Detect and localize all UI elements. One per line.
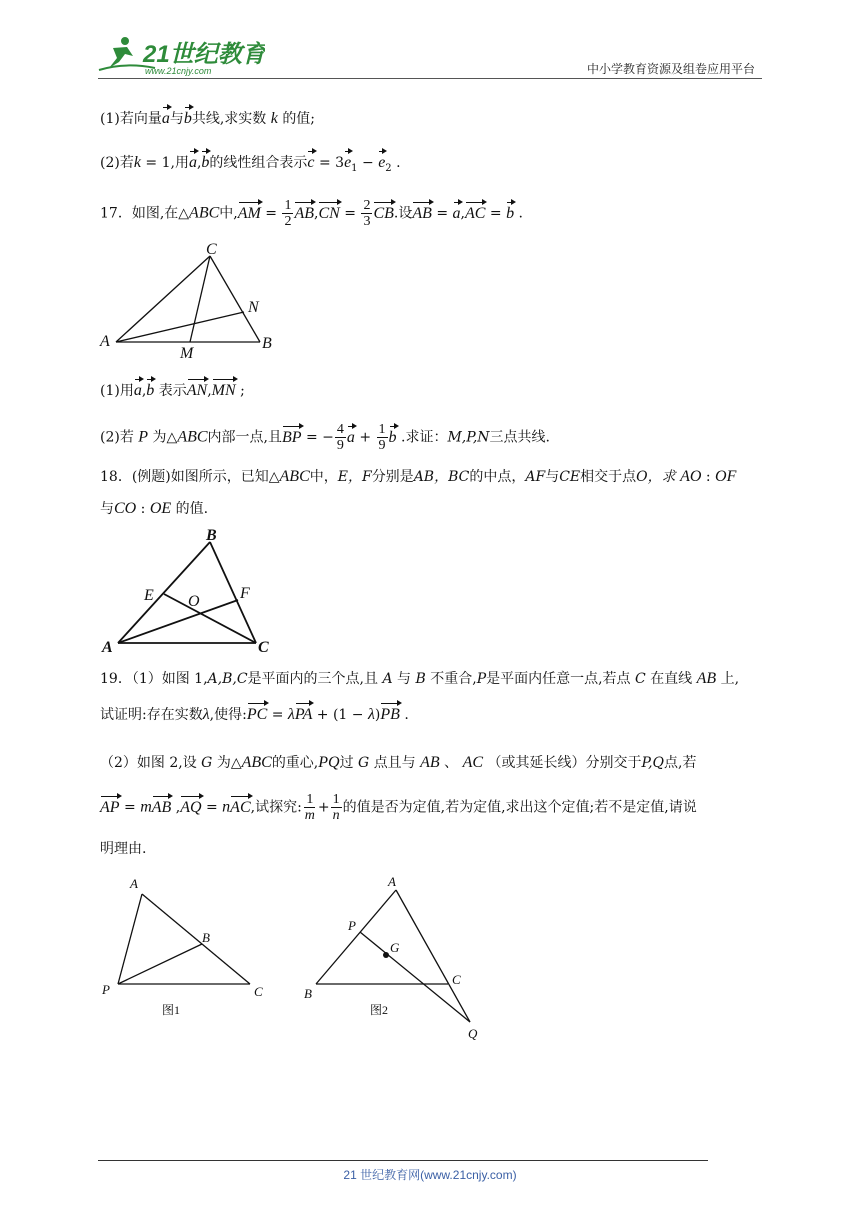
site-logo [95, 32, 265, 82]
label-C: C [254, 984, 263, 999]
label-G: G [390, 940, 400, 955]
label-B: B [304, 986, 312, 1001]
q16-part2: (2)若k = 1,用a,b的线性组合表示$c = 3e_1 - e_2$ . [100, 154, 401, 174]
figure2-caption: 图2 [370, 1003, 389, 1017]
q19-line1: 19．（1）如图 1,A,B,C是平面内的三个点,且 A 与 B 不重合,P是平面内任意一点,若点 C 在直线 AB 上, [100, 670, 740, 687]
q17-figure [98, 240, 288, 365]
label-C: C [452, 972, 461, 987]
label-A: A [130, 876, 138, 891]
q19-line5: 明理由. [100, 841, 147, 857]
q18-figure [98, 528, 288, 656]
logo-text: 21世纪教育 [143, 41, 265, 68]
footer-text: 21 世纪教育网(www.21cnjy.com) [343, 1168, 517, 1182]
label-A: A [388, 874, 396, 889]
logo-url: www.21cnjy.com [145, 66, 212, 76]
label-E: E [144, 587, 154, 604]
label-B: B [202, 930, 210, 945]
label-C: C [206, 241, 217, 258]
label-M: M [180, 345, 194, 362]
label-Q: Q [468, 1026, 478, 1040]
header-right-text: 中小学教育资源及组卷应用平台 [586, 62, 755, 76]
q19-line4: AP = mAB ,AQ = nAC,试探究: $\frac{1}{m}$ + $\frac{1}{n}$ 的值是否为定值,若为定值,求出这个定值;若不是定值,请说 [100, 792, 697, 823]
q16-part1: (1)若向量a与b共线,求实数 k 的值; [100, 108, 315, 130]
centroid-point [383, 952, 389, 958]
q17-part2: (2)若 P 为△ABC内部一点,且BP = − $\frac{4}{9}$ a + $\frac{1}{9}$ b .求证：M,P,N三点共线. [100, 422, 550, 453]
q17-stem: 17．如图,在△ABC中,AM = $\frac{1}{2}$ AB,CN = $\frac{2}{3}$ CB.设AB = a,AC = b . [100, 198, 523, 229]
q19-line2: 试证明:存在实数λ,使得:PC = λPA + (1 − λ)PB . [100, 704, 409, 726]
q17-part1: (1)用a,b 表示AN,MN ; [100, 380, 245, 402]
figure1-caption: 图1 [162, 1003, 181, 1017]
label-A: A [102, 639, 113, 656]
q18-line1: 18．(例题)如图所示，已知△ABC中，E，F分别是AB，BC的中点，AF与CE相交于点O，求 AO : OF [100, 468, 737, 485]
q19-figure2 [298, 870, 498, 1040]
label-C: C [258, 639, 269, 656]
q19-line3: （2）如图 2,设 G 为△ABC的重心,PQ过 G 点且与 AB 、 AC （或其延长线）分别交于P,Q点,若 [100, 754, 697, 771]
label-F: F [240, 585, 250, 602]
label-O: O [188, 593, 200, 610]
label-P: P [102, 982, 110, 997]
label-A: A [100, 333, 110, 350]
label-B: B [206, 528, 217, 544]
label-N: N [248, 299, 259, 316]
header-rule [98, 78, 762, 79]
q18-line2: 与CO : OE 的值. [100, 500, 209, 517]
footer-rule [98, 1160, 708, 1161]
label-B: B [262, 335, 272, 352]
label-P: P [348, 918, 356, 933]
q19-figure1 [98, 870, 278, 1020]
